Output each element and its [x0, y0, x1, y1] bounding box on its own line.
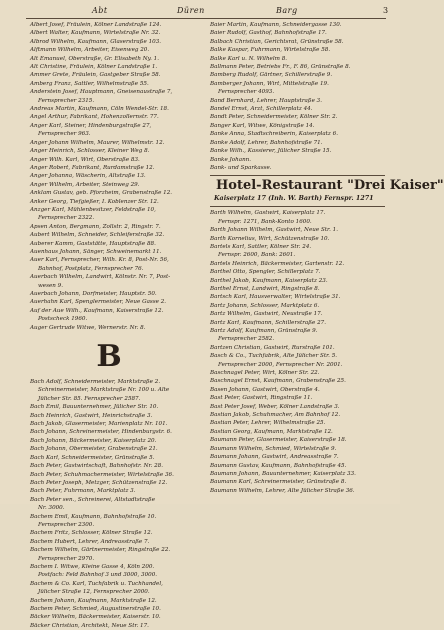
- directory-entry-line: Bamberger Johann, Wirt, Mittelstraße 19.: [210, 80, 329, 87]
- directory-entry-line: Bachem Johann, Kaufmann, Marktstraße 12.: [30, 597, 157, 604]
- directory-entry-line: Baier Rudolf, Gasthof, Bahnhofstraße 17.: [210, 30, 327, 37]
- directory-entry-line: Bachem Peter, Schmied, Augustinerstraße 10.: [30, 606, 161, 612]
- directory-entry-line: Angel Arthur, Fabrikant, Hohenzollernstr. 77.: [30, 114, 159, 121]
- directory-entry-line: Bach Karl, Schneidermeister, Grünstraße 5.: [30, 454, 155, 461]
- directory-entry-line: Bank- und Sparkasse.: [210, 164, 272, 171]
- directory-entry-line: Barth Wilhelm, Gastwirt, Kaiserplatz 17.: [210, 210, 326, 217]
- directory-entry-line: Bach Johann, Obermeister, Grabenstraße 21.: [30, 446, 158, 453]
- directory-entry-line: Baumann Wilhelm, Schmied, Wirtelstraße 9.: [210, 445, 337, 452]
- directory-entry-line: Basen Johann, Gastwirt, Oberstraße 4.: [210, 386, 320, 393]
- directory-entry-line: Auerhahn Karl, Spenglermeister, Neue Gasse 2.: [30, 299, 167, 306]
- directory-entry-line: Barth Johann Wilhelm, Gastwirt, Neue Str. 1.: [210, 227, 338, 234]
- directory-entry-line: Bast Peter, Gastwirt, Ringstraße 11.: [210, 395, 313, 402]
- ad-rule-bottom: [210, 206, 385, 207]
- directory-entry-line: Bast Peter Josef, Weber, Kölner Landstraße 3.: [210, 403, 340, 410]
- page-header: [0, 6, 400, 18]
- page-number: 3: [383, 6, 389, 15]
- directory-entry-line: Bartz Adolf, Kaufmann, Grünstraße 9.: [210, 328, 318, 334]
- directory-entry-line: Banke Wilh., Kassierer, Jülicher Straße 15.: [210, 148, 332, 155]
- directory-entry-line: Auerbach Johann, Dorfmeister, Hauptstr. 50.: [30, 291, 157, 297]
- directory-entry-line: Bartels Heinrich, Bäckermeister, Gartenstr. 12.: [210, 260, 345, 267]
- directory-entry-line: Bach Peter Joseph, Metzger, Schützenstraße 12.: [30, 479, 168, 486]
- directory-entry-line: Anger Johanna, Wäscherin, Altstraße 13.: [30, 173, 146, 180]
- directory-entry-line: Bartels Karl, Sattler, Kölner Str. 24.: [210, 243, 312, 250]
- directory-entry-line: Fernspr. 2600, Bank: 2601.: [218, 252, 296, 259]
- directory-entry-line: Baier Martin, Kaufmann, Schneidergasse 130.: [210, 22, 342, 28]
- directory-entry-line: Fernsprecher 2000, Fernsprecher Nr. 2001.: [218, 361, 343, 368]
- directory-entry-line: Basch & Co., Tuchfabrik, Alte Jülicher Str. 5.: [210, 353, 338, 360]
- directory-entry-line: Barthel Ernst, Landwirt, Ringstraße 8.: [210, 285, 320, 292]
- directory-entry-line: Bahnhof, Postplatz, Fernsprecher 76.: [38, 265, 144, 272]
- directory-entry-line: Bach Peter, Gastwirtschaft, Bahnhofstr. Nr. 28.: [30, 463, 164, 470]
- directory-entry-line: Bartz Wilhelm, Gastwirt, Neustraße 17.: [210, 311, 323, 318]
- directory-entry-line: Bachem & Co. Karl, Tuchfabrik u. Tuchhandel,: [30, 580, 163, 587]
- directory-entry-line: Anker Georg, Tiefgießer, I. Koblenzer Str. 12.: [30, 198, 159, 205]
- directory-entry-line: Schreinermeister, Marktstraße Nr. 100 u. Alte: [38, 387, 170, 394]
- directory-entry-line: Band Bernhard, Lehrer, Hauptstraße 3.: [210, 97, 323, 104]
- directory-entry-line: Amberg Franz, Sattler, Wilhelmstraße 55.: [30, 80, 149, 87]
- header-left-keyword: Abt: [92, 6, 108, 15]
- left-entries-b: [30, 378, 188, 630]
- directory-entry-line: Jülicher Straße 12, Fernsprecher 2000.: [38, 589, 150, 596]
- directory-entry-line: Auberer Kamm, Gaststätte, Hauptstraße 88.: [30, 240, 156, 247]
- directory-entry-line: Fernsprecher 2582.: [218, 336, 275, 343]
- directory-entry-line: Barthel Jakob, Kaufmann, Kaiserplatz 23.: [210, 277, 328, 284]
- directory-entry-line: Bartzen Christian, Gastwirt, Rurstraße 101.: [210, 344, 335, 351]
- directory-entry-line: Bastian Peter, Lehrer, Wilhelmstraße 25.: [210, 420, 326, 427]
- directory-entry-line: Albert Josef, Fräulein, Kölner Landstraße 124.: [30, 22, 162, 28]
- directory-entry-line: Auer Karl, Fernsprecher, Wilh. Kr. 8, Post-Nr. 56,: [30, 257, 169, 264]
- directory-entry-line: Bastian Georg, Kaufmann, Marktstraße 12.: [210, 428, 333, 435]
- directory-entry-line: Bartz Johann, Schlosser, Marktplatz 6.: [210, 302, 320, 309]
- directory-entry-line: Fernsprecher 4093.: [218, 89, 275, 96]
- directory-entry-line: Nr. 3000.: [38, 505, 65, 512]
- directory-entry-line: Bach Emil, Bauunternehmer, Jülicher Str. 10.: [30, 404, 159, 411]
- directory-entry-line: Bandt Peter, Schneidermeister, Kölner Str. 2.: [210, 114, 338, 121]
- directory-entry-line: Anger Johann Wilhelm, Maurer, Wilhelmstr. 12.: [30, 139, 165, 146]
- hotel-ad-subtitle: Kaiserplatz 17 (Inh. W. Barth) Fernspr. 1271: [214, 194, 374, 203]
- directory-entry-line: Bachem Fritz, Schlosser, Kölner Straße 12.: [30, 530, 153, 537]
- directory-entry-line: Barth Kornelius, Wirt, Schützenstraße 10.: [210, 235, 330, 242]
- directory-entry-line: Bach Johann, Bäckermeister, Kaiserplatz 20.: [30, 437, 157, 444]
- directory-entry-line: Baumann Peter, Glasermeister, Kaiserstraße 18.: [210, 437, 347, 444]
- left-column: [30, 21, 188, 630]
- directory-entry-line: Baumann Wilhelm, Lehrer, Alte Jülicher Straße 36.: [210, 487, 355, 494]
- directory-entry-line: Bachem Wilhelm, Gärtnermeister, Ringstraße 22.: [30, 547, 171, 554]
- directory-entry-line: Alt Christine, Fräulein, Kölner Landstraße 1.: [30, 64, 158, 71]
- directory-entry-line: Fernsprecher 963.: [38, 131, 91, 138]
- directory-entry-line: Bach Peter, Schuhmachermeister, Wirtelstraße 36.: [30, 471, 174, 478]
- left-entries-a: [30, 21, 188, 332]
- directory-entry-line: Auf der Aue Wilh., Kaufmann, Kaiserstraße 12.: [30, 307, 164, 314]
- directory-entry-line: Bartz Karl, Kaufmann, Schillerstraße 27.: [210, 319, 326, 326]
- directory-entry-line: Fernsprecher 2322.: [38, 215, 95, 222]
- directory-entry-line: Anger Robert, Fabrikant, Rurdamstraße 12.: [30, 164, 155, 171]
- directory-entry-line: Bartsch Karl, Hausverwalter, Wirtelstraße 31.: [210, 294, 341, 301]
- directory-entry-line: Bandel Ernst, Arzt, Schillerplatz 44.: [210, 106, 313, 113]
- directory-entry-line: Baumann Karl, Schreinermeister, Grünstraße 8.: [210, 479, 347, 486]
- directory-entry-line: Balke Karl u. N. Wilhelm 8.: [210, 55, 288, 62]
- directory-entry-line: Bachem I. Witwe, Kleine Gasse 4, Köln 200.: [30, 563, 155, 570]
- directory-entry-line: Balbach Christian, Gerichtsrat, Grünstraße 58.: [210, 38, 344, 45]
- directory-entry-line: Bach Heinrich, Gastwirt, Heinrichstraße 3.: [30, 412, 153, 419]
- directory-entry-line: Bach Jakob, Glasermeister, Marienplatz Nr. 101.: [30, 421, 168, 428]
- directory-entry-line: Anklam Gustav, geb. Pforzheim, Grabenstraße 12.: [30, 190, 173, 197]
- right-entries-b: [210, 209, 390, 495]
- directory-entry-line: Fernsprecher 2970.: [38, 555, 95, 562]
- directory-entry-line: Ballmann Peter, Betriebs Fr., F. 86, Grünstraße 8.: [210, 64, 351, 71]
- directory-entry-line: Banke Anna, Stadtschreiberin, Kaiserplatz 6.: [210, 131, 338, 138]
- directory-entry-line: Bäcker Christian, Architekt, Neue Str. 17.: [30, 622, 149, 629]
- header-rule: [26, 18, 386, 19]
- directory-entry-line: Anger Wilh. Karl, Wirt, Oberstraße 83.: [30, 156, 140, 163]
- directory-entry-line: Baschnagel Ernst, Kaufmann, Grabenstraße 25.: [210, 378, 346, 385]
- directory-entry-line: Bachem Hubert, Lehrer, Andreasstraße 7.: [30, 538, 150, 545]
- directory-entry-line: Auerbach Wilhelm, Landwirt, Kölnstr. Nr. 7, Post-: [30, 274, 171, 281]
- directory-entry-line: Baumann Gustav, Kaufmann, Bahnhofstraße 45.: [210, 462, 347, 469]
- directory-entry-line: Bach Peter, Fuhrmann, Marktplatz 3.: [30, 488, 136, 495]
- directory-entry-line: wesen 9.: [38, 282, 63, 289]
- directory-entry-line: Jülicher Str. 85. Fernsprecher 2587.: [38, 395, 141, 402]
- directory-entry-line: Banger Karl, Witwe, Königstraße 14.: [210, 122, 315, 129]
- directory-entry-line: Baumann Johann, Gastwirt, Andreasstraße 7.: [210, 454, 339, 461]
- directory-entry-line: Postscheck 1960.: [38, 316, 88, 323]
- directory-entry-line: Bach Peter sen., Schreinerei, Altstadtstraße: [30, 496, 156, 503]
- directory-entry-line: Auger Gertrude Witwe, Wernerstr. Nr. 8.: [30, 324, 146, 331]
- directory-entry-line: Anger Wilhelm, Arbeiter, Steinweg 29.: [30, 181, 140, 188]
- directory-entry-line: Anger Heinrich, Schlosser, Kleiner Weg 8.: [30, 148, 150, 155]
- directory-entry-line: Aubert Wilhelm, Schneider, Schleiferstraße 32.: [30, 232, 165, 239]
- hotel-ad-title: Hotel-Restaurant "Drei Kaiser": [216, 178, 444, 194]
- directory-entry-line: Bamberg Rudolf, Gärtner, Schillerstraße 9.: [210, 72, 333, 79]
- directory-entry-line: Banke Johann.: [210, 156, 252, 163]
- directory-entry-line: Anderstein Josef, Hauptmann, Gneisenaustraße 7,: [30, 89, 173, 96]
- header-right-keyword: Barg: [276, 6, 298, 15]
- section-letter: B: [96, 339, 122, 375]
- right-column: [210, 21, 444, 495]
- directory-entry-line: Anzger Karl, Mühlenbesitzer, Feldstraße 10,: [30, 206, 156, 213]
- directory-entry-line: Baumann Johann, Bauunternehmer, Kaiserplatz 33.: [210, 470, 356, 477]
- directory-entry-line: Fernsprecher 2315.: [38, 97, 95, 104]
- directory-entry-line: Andreas Martin, Kaufmann, Cöln Wendel-Str. 18.: [30, 106, 169, 113]
- directory-entry-line: Anger Karl, Steiner, Hindenburgstraße 27,: [30, 122, 152, 129]
- directory-entry-line: Albrod Wilhelm, Kaufmann, Glaserstraße 103.: [30, 38, 162, 45]
- directory-entry-line: Alftmann Wilhelm, Arbeiter, Eisenweg 20.: [30, 47, 150, 54]
- directory-entry-line: Barthel Otto, Spengler, Schillerplatz 7.: [210, 269, 321, 276]
- directory-entry-line: Fernsprecher 2300.: [38, 521, 95, 528]
- directory-entry-line: Alt Emanuel, Oberstraße, Gr. Elisabeth Ny. 1.: [30, 55, 159, 62]
- directory-entry-line: Apsen Anton, Bergmann, Zollstr. 2, Ringstr. 7.: [30, 223, 161, 230]
- directory-entry-line: Bach Johann, Schreinermeister, Hindenburgstr. 6.: [30, 429, 172, 436]
- directory-entry-line: Baschnagel Peter, Wirt, Kölner Str. 22.: [210, 370, 320, 377]
- directory-entry-line: Bäcker Wilhelm, Bäckermeister, Kaiserstr. 10.: [30, 614, 161, 621]
- right-entries-a: [210, 21, 390, 172]
- directory-entry-line: Fernspr. 1271, Bank-Konto 1600.: [218, 218, 312, 225]
- header-city: Düren: [177, 6, 205, 15]
- directory-entry-line: Postfach: Feld Bahnhof 3 und 3000, 3000.: [38, 572, 158, 579]
- directory-entry-line: Ammer Grete, Fräulein, Gastgeber Straße 58.: [30, 72, 161, 79]
- directory-entry-line: Bach Adolf, Schneidermeister, Marktstraße 2.: [30, 379, 161, 386]
- directory-entry-line: Banke Adolf, Lehrer, Bahnhofstraße 71.: [210, 139, 323, 146]
- directory-entry-line: Bachem Emil, Kaufmann, Bahnhofstraße 10.: [30, 513, 157, 520]
- directory-entry-line: Albert Walter, Kaufmann, Wirtelstraße Nr. 32.: [30, 30, 161, 37]
- ad-rule-top: [210, 175, 385, 176]
- directory-entry-line: Balke Kaspar, Fuhrmann, Wirtelstraße 58.: [210, 47, 331, 54]
- directory-entry-line: Auenhaus Johann, Sänger, Schweinemarkt 11.: [30, 248, 162, 255]
- directory-entry-line: Bastian Jakob, Schuhmacher, Am Bahnhof 12.: [210, 412, 341, 419]
